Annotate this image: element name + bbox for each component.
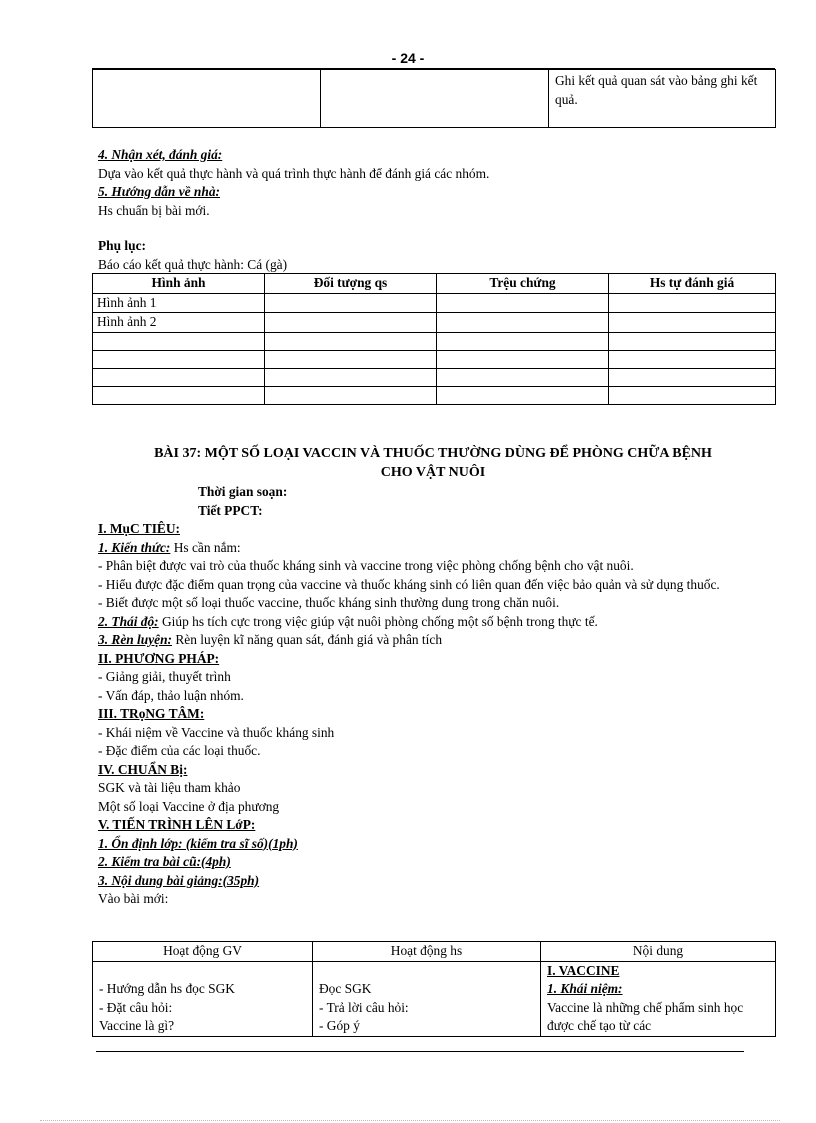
- previous-activity-table: [92, 69, 776, 128]
- table-cell: [265, 293, 437, 313]
- page-edge: [40, 1120, 780, 1121]
- cell-line: [319, 962, 534, 981]
- lesson-body: [98, 483, 778, 909]
- list-item: - Vấn đáp, thảo luận nhóm.: [98, 687, 244, 703]
- table-cell: [265, 332, 437, 350]
- preparation-heading: IV. CHUẨN Bị:: [98, 761, 188, 777]
- table-row: [93, 313, 776, 333]
- table-cell: [609, 293, 776, 313]
- attitude-line: [98, 613, 778, 632]
- table-row: [93, 70, 776, 128]
- table-cell: [321, 70, 549, 128]
- column-header: Nội dung: [541, 942, 776, 962]
- procedure-step: 2. Kiểm tra bài cũ:(4ph): [98, 854, 231, 869]
- table-cell: [609, 313, 776, 333]
- content-subheading: 1. Khái niệm:: [547, 981, 623, 996]
- list-item: - Phân biệt được vai trò của thuốc kháng sinh và vaccine trong việc phòng chống bệnh cho vật nuôi.: [98, 558, 634, 573]
- list-item: - Biết được một số loại thuốc vaccine, thuốc kháng sinh thường dung trong chăn nuôi.: [98, 595, 560, 610]
- section-heading: 5. Hướng dẫn về nhà:: [98, 184, 220, 199]
- table-cell: [93, 350, 265, 368]
- table-cell: [93, 332, 265, 350]
- cell-line: - Hướng dẫn hs đọc SGK: [99, 981, 235, 996]
- procedure-heading: V. TIẾN TRÌNH LÊN LớP:: [98, 817, 256, 832]
- cell-line: Vaccine là gì?: [99, 1018, 175, 1033]
- lesson-title: [98, 444, 768, 482]
- section-text: Hs chuẩn bị bài mới.: [98, 202, 210, 218]
- lesson-title-line: BÀI 37: MỘT SỐ LOẠI VACCIN VÀ THUỐC THƯỜNG DÙNG ĐỂ PHÒNG CHỮA BỆNH: [154, 446, 712, 461]
- cell-line: Đọc SGK: [319, 981, 372, 996]
- prep-time-label: Thời gian soạn:: [198, 484, 288, 499]
- table-cell: Hình ảnh 1: [93, 293, 265, 313]
- table-cell: [437, 293, 609, 313]
- column-header: Hình ảnh: [93, 274, 265, 294]
- attitude-text: Giúp hs tích cực trong việc giúp vật nuôi phòng chống một số bệnh trong thực tế.: [158, 613, 598, 629]
- cell-line: - Góp ý: [319, 1018, 360, 1033]
- knowledge-intro: Hs cần nắm:: [170, 539, 241, 555]
- table-cell: [609, 350, 776, 368]
- table-cell: Ghi kết quả quan sát vào bảng ghi kết quả.: [549, 70, 776, 128]
- practice-report-table: [92, 273, 776, 405]
- student-activity-cell: [313, 961, 541, 1036]
- list-item: SGK và tài liệu tham khảo: [98, 780, 241, 795]
- table-cell: [265, 386, 437, 404]
- table-cell: [93, 368, 265, 386]
- appendix: [98, 237, 778, 274]
- list-item: - Đặc điểm của các loại thuốc.: [98, 743, 261, 758]
- section-evaluation: [98, 146, 778, 220]
- procedure-step: 1. Ổn định lớp: (kiểm tra sĩ số)(1ph): [98, 835, 298, 851]
- period-label: Tiết PPCT:: [198, 502, 263, 518]
- table-cell: [93, 70, 321, 128]
- list-item: - Khái niệm về Vaccine và thuốc kháng sinh: [98, 724, 335, 740]
- column-header: Trệu chứng: [437, 274, 609, 294]
- skill-line: [98, 631, 778, 650]
- skill-label: 3. Rèn luyện:: [98, 632, 173, 647]
- column-header: Hoạt động hs: [313, 942, 541, 962]
- table-row: [93, 961, 776, 1036]
- column-header: Hoạt động GV: [93, 942, 313, 962]
- column-header: Hs tự đánh giá: [609, 274, 776, 294]
- table-row: [93, 386, 776, 404]
- table-cell: [265, 313, 437, 333]
- table-cell: [609, 332, 776, 350]
- table-cell: [437, 368, 609, 386]
- content-cell: [541, 961, 776, 1036]
- appendix-caption: Báo cáo kết quả thực hành: Cá (gà): [98, 256, 288, 272]
- table-cell: Hình ảnh 2: [93, 313, 265, 333]
- list-item: Một số loại Vaccine ở địa phương: [98, 798, 280, 814]
- knowledge-label: 1. Kiến thức:: [98, 539, 171, 555]
- list-item: - Hiểu được đặc điểm quan trọng của vaccine và thuốc kháng sinh có liên quan đến việc bảo quản và sử dụng thuốc.: [98, 576, 720, 592]
- cell-line: [99, 962, 306, 981]
- table-cell: [265, 350, 437, 368]
- table-row: [93, 332, 776, 350]
- lesson-activity-table: [92, 941, 776, 1037]
- table-cell: [437, 332, 609, 350]
- cell-line: - Trả lời câu hỏi:: [319, 999, 409, 1015]
- teacher-activity-cell: [93, 961, 313, 1036]
- page-number: - 24 -: [391, 50, 425, 66]
- table-cell: [437, 313, 609, 333]
- cell-line: - Đặt câu hỏi:: [99, 999, 173, 1015]
- focus-heading: III. TRọNG TÂM:: [98, 706, 205, 721]
- table-header-row: [93, 274, 776, 294]
- procedure-step: 3. Nội dung bài giảng:(35ph): [98, 872, 260, 888]
- table-cell: [437, 386, 609, 404]
- skill-text: Rèn luyện kĩ năng quan sát, đánh giá và phân tích: [172, 632, 443, 647]
- column-header: Đối tượng qs: [265, 274, 437, 294]
- table-row: [93, 350, 776, 368]
- procedure-intro: Vào bài mới:: [98, 891, 169, 906]
- table-header-row: [93, 942, 776, 962]
- knowledge-line: [98, 539, 778, 558]
- appendix-heading: Phụ lục:: [98, 238, 146, 253]
- content-heading: I. VACCINE: [547, 962, 620, 978]
- bottom-rule: [96, 1051, 744, 1052]
- table-cell: [265, 368, 437, 386]
- objectives-heading: I. MụC TIÊU:: [98, 521, 180, 536]
- table-row: [93, 368, 776, 386]
- lesson-title-line: CHO VẬT NUÔI: [380, 465, 486, 480]
- table-cell: [437, 350, 609, 368]
- section-text: Dựa vào kết quả thực hành và quá trình thực hành để đánh giá các nhóm.: [98, 165, 490, 181]
- methods-heading: II. PHƯƠNG PHÁP:: [98, 650, 220, 666]
- list-item: - Giảng giải, thuyết trình: [98, 669, 231, 684]
- section-heading: 4. Nhận xét, đánh giá:: [98, 147, 223, 162]
- table-row: [93, 293, 776, 313]
- table-cell: [609, 386, 776, 404]
- table-cell: [609, 368, 776, 386]
- attitude-label: 2. Thái độ:: [98, 613, 159, 629]
- content-text: Vaccine là những chế phẩm sinh học được chế tạo từ các: [547, 999, 744, 1033]
- table-cell: [93, 386, 265, 404]
